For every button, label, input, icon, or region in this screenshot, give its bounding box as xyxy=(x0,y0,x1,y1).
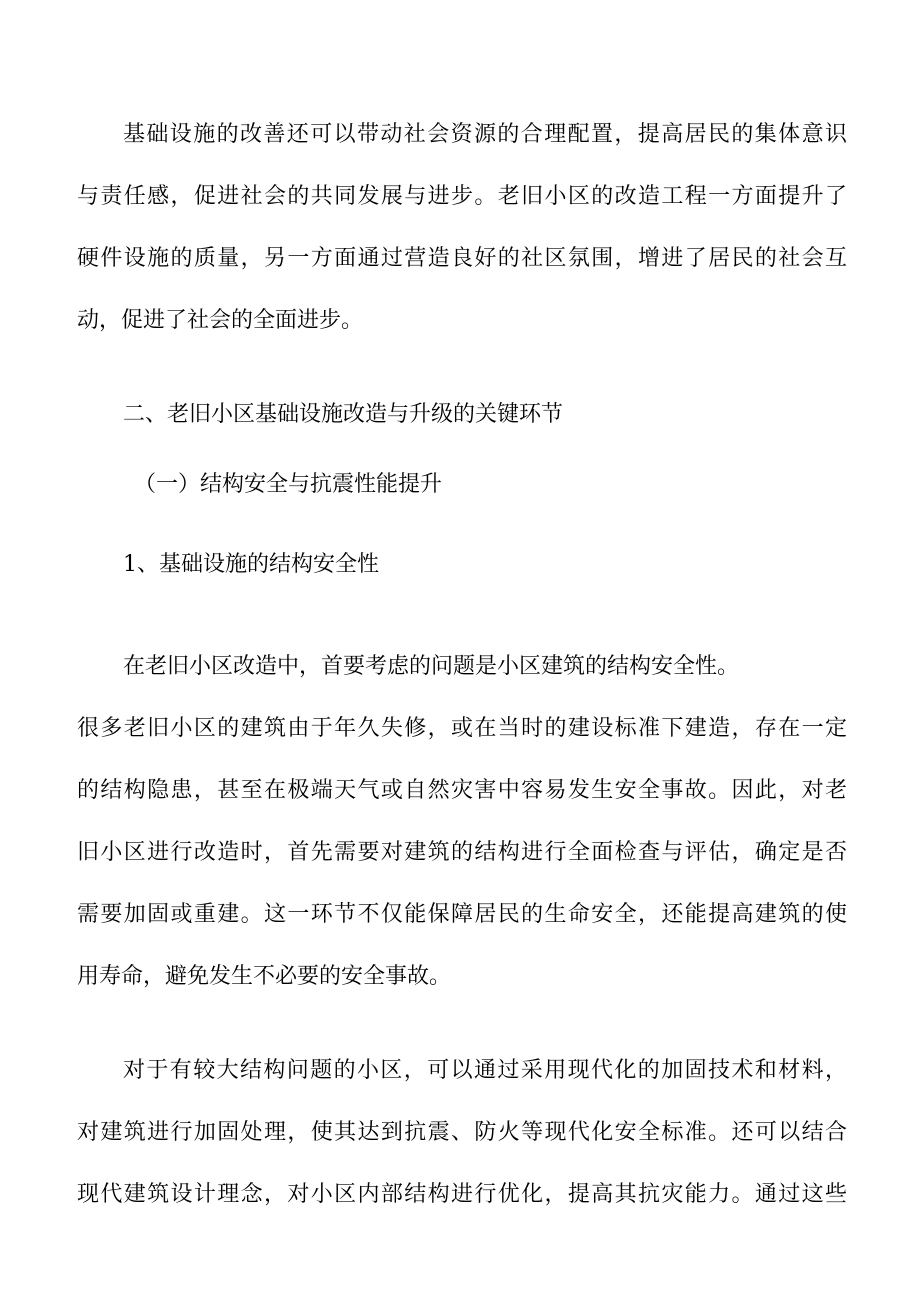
paragraph-3 xyxy=(77,1040,847,1226)
paragraph-2 xyxy=(77,636,847,1008)
section-heading-2: 二、老旧小区基础设施改造与升级的关键环节 xyxy=(123,402,564,427)
paragraph-3-line-2: 对建筑进行加固处理，使其达到抗震、防火等现代化安全标准。还可以结合 xyxy=(77,1120,847,1145)
paragraph-2-line-4: 旧小区进行改造时，首先需要对建筑的结构进行全面检查与评估，确定是否 xyxy=(77,840,847,865)
paragraph-1 xyxy=(77,104,847,352)
paragraph-3-line-3: 现代建筑设计理念，对小区内部结构进行优化，提高其抗灾能力。通过这些 xyxy=(77,1182,847,1207)
paragraph-2-line-2: 很多老旧小区的建筑由于年久失修，或在当时的建设标准下建造，存在一定 xyxy=(77,716,847,741)
paragraph-3-line-1: 对于有较大结构问题的小区，可以通过采用现代化的加固技术和材料， xyxy=(123,1058,847,1083)
paragraph-1-line-3: 硬件设施的质量，另一方面通过营造良好的社区氛围，增进了居民的社会互 xyxy=(77,246,847,271)
paragraph-1-line-2: 与责任感，促进社会的共同发展与进步。老旧小区的改造工程一方面提升了 xyxy=(77,184,847,209)
paragraph-2-line-1: 在老旧小区改造中，首要考虑的问题是小区建筑的结构安全性。 xyxy=(123,654,740,679)
subsection-heading-1: （一）结构安全与抗震性能提升 xyxy=(134,472,443,497)
paragraph-2-line-3: 的结构隐患，甚至在极端天气或自然灾害中容易发生安全事故。因此，对老 xyxy=(77,778,847,803)
paragraph-2-line-6: 用寿命，避免发生不必要的安全事故。 xyxy=(77,964,452,989)
item-heading-1: 1、基础设施的结构安全性 xyxy=(123,552,379,577)
paragraph-1-line-1: 基础设施的改善还可以带动社会资源的合理配置，提高居民的集体意识 xyxy=(123,122,847,147)
paragraph-1-line-4: 动，促进了社会的全面进步。 xyxy=(77,308,364,333)
paragraph-2-line-5: 需要加固或重建。这一环节不仅能保障居民的生命安全，还能提高建筑的使 xyxy=(77,902,847,927)
